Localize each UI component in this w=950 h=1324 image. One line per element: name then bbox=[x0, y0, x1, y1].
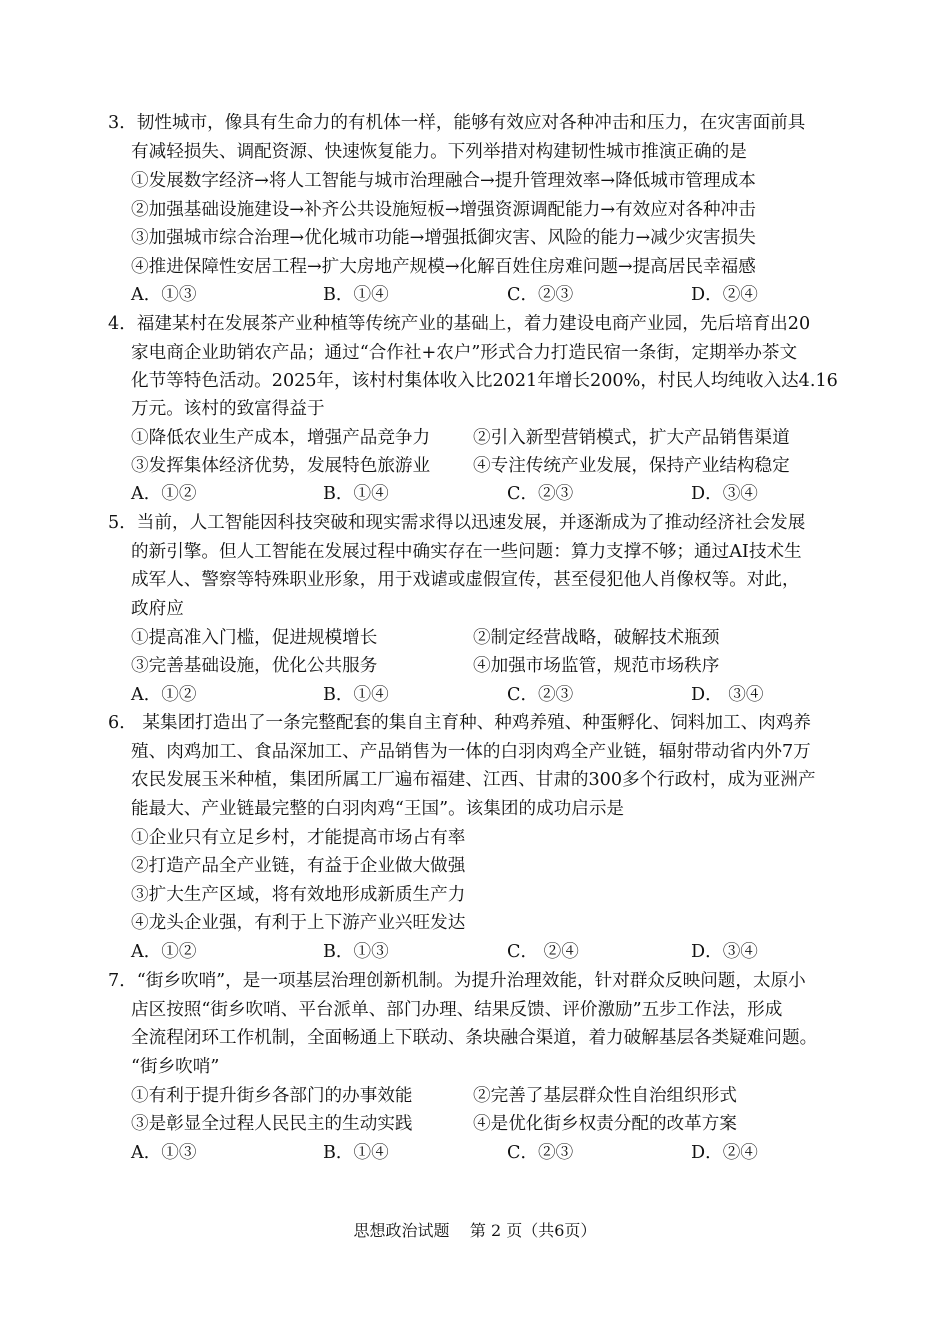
question-7-option-a: A．①③ bbox=[131, 1143, 197, 1163]
question-3-stem-line-2: 有减轻损失、调配资源、快速恢复能力。下列举措对构建韧性城市推演正确的是 bbox=[131, 142, 747, 162]
question-4-stem-line-1: 4．福建某村在发展茶产业种植等传统产业的基础上，着力建设电商产业园，先后培育出20 bbox=[108, 314, 811, 334]
question-6-statement-1: ①企业只有立足乡村，才能提高市场占有率 bbox=[131, 828, 466, 848]
question-4-option-b: B．①④ bbox=[323, 484, 389, 504]
question-3-statement-4: ④推进保障性安居工程→扩大房地产规模→化解百姓住房难问题→提高居民幸福感 bbox=[131, 257, 756, 277]
question-6-option-a: A．①② bbox=[131, 942, 197, 962]
question-4-statement-4: ④专注传统产业发展，保持产业结构稳定 bbox=[473, 456, 790, 476]
question-3-option-a: A．①③ bbox=[131, 285, 197, 305]
question-3-stem-line-1: 3．韧性城市，像具有生命力的有机体一样，能够有效应对各种冲击和压力，在灾害面前具 bbox=[108, 113, 806, 133]
question-7-statement-3: ③是彰显全过程人民民主的生动实践 bbox=[131, 1114, 413, 1134]
question-6-statement-4: ④龙头企业强，有利于上下游产业兴旺发达 bbox=[131, 913, 466, 933]
question-6-stem-line-4: 能最大、产业链最完整的白羽肉鸡“王国”。该集团的成功启示是 bbox=[131, 799, 625, 819]
question-5-stem-line-4: 政府应 bbox=[131, 599, 184, 619]
question-3-number: 3． bbox=[108, 113, 137, 133]
question-5-statement-4: ④加强市场监管，规范市场秩序 bbox=[473, 656, 720, 676]
question-5-stem-line-2: 的新引擎。但人工智能在发展过程中确实存在一些问题：算力支撑不够；通过AI技术生 bbox=[131, 542, 802, 562]
question-4-stem-line-2: 家电商企业助销农产品；通过“合作社+农户”形式合力打造民宿一条街，定期举办茶文 bbox=[131, 343, 798, 363]
question-5-statement-1: ①提高准入门槛，促进规模增长 bbox=[131, 628, 378, 648]
question-3-options bbox=[0, 283, 950, 307]
question-7-option-d: D．②④ bbox=[691, 1143, 758, 1163]
question-7-stem-line-3: 全流程闭环工作机制，全面畅通上下联动、条块融合渠道，着力破解基层各类疑难问题。 bbox=[131, 1028, 818, 1048]
question-4-option-d: D．③④ bbox=[691, 484, 758, 504]
question-7-statement-4: ④是优化街乡权责分配的改革方案 bbox=[473, 1114, 737, 1134]
question-6-option-d: D．③④ bbox=[691, 942, 758, 962]
question-4-options bbox=[0, 482, 950, 506]
question-6-options bbox=[0, 940, 950, 964]
question-3-statement-2: ②加强基础设施建设→补齐公共设施短板→增强资源调配能力→有效应对各种冲击 bbox=[131, 200, 756, 220]
question-4-number: 4． bbox=[108, 314, 137, 334]
question-7-stem-line-1: 7．“街乡吹哨”，是一项基层治理创新机制。为提升治理效能，针对群众反映问题，太原小 bbox=[108, 971, 806, 991]
question-6-statement-3: ③扩大生产区域，将有效地形成新质生产力 bbox=[131, 885, 466, 905]
question-5-stem-line-3: 成军人、警察等特殊职业形象，用于戏谑或虚假宣传，甚至侵犯他人肖像权等。对此， bbox=[131, 570, 800, 590]
question-4-statement-1: ①降低农业生产成本，增强产品竞争力 bbox=[131, 428, 431, 448]
question-6-stem-line-1: 6． 某集团打造出了一条完整配套的集自主育种、种鸡养殖、种蛋孵化、饲料加工、肉鸡养 bbox=[108, 713, 811, 733]
question-6-option-b: B．①③ bbox=[323, 942, 389, 962]
question-5-option-b: B．①④ bbox=[323, 685, 389, 705]
page-footer: 思想政治试题 第 2 页（共6页） bbox=[353, 1221, 597, 1240]
question-6-stem-line-3: 农民发展玉米种植，集团所属工厂遍布福建、江西、甘肃的300多个行政村，成为亚洲产 bbox=[131, 770, 816, 790]
question-3-statement-1: ①发展数字经济→将人工智能与城市治理融合→提升管理效率→降低城市管理成本 bbox=[131, 171, 756, 191]
question-5-options bbox=[0, 683, 950, 707]
question-3-option-b: B．①④ bbox=[323, 285, 389, 305]
question-4-option-c: C．②③ bbox=[507, 484, 574, 504]
question-4-stem-line-3: 化节等特色活动。2025年，该村村集体收入比2021年增长200%，村民人均纯收入达4.16 bbox=[131, 371, 838, 391]
question-6-option-c: C． ②④ bbox=[507, 942, 579, 962]
question-4-option-a: A．①② bbox=[131, 484, 197, 504]
question-5-statement-2: ②制定经营战略，破解技术瓶颈 bbox=[473, 628, 720, 648]
question-7-number: 7． bbox=[108, 971, 137, 991]
question-5-option-c: C．②③ bbox=[507, 685, 574, 705]
question-5-statement-3: ③完善基础设施，优化公共服务 bbox=[131, 656, 378, 676]
question-3-option-d: D．②④ bbox=[691, 285, 758, 305]
question-5-option-d: D． ③④ bbox=[691, 685, 764, 705]
question-7-options bbox=[0, 1141, 950, 1165]
question-3-statement-3: ③加强城市综合治理→优化城市功能→增强抵御灾害、风险的能力→减少灾害损失 bbox=[131, 228, 756, 248]
question-4-stem-line-4: 万元。该村的致富得益于 bbox=[131, 399, 325, 419]
question-5-number: 5． bbox=[108, 513, 137, 533]
question-6-statement-2: ②打造产品全产业链，有益于企业做大做强 bbox=[131, 856, 466, 876]
question-7-statement-2: ②完善了基层群众性自治组织形式 bbox=[473, 1086, 737, 1106]
question-7-stem-line-4: “街乡吹哨” bbox=[131, 1057, 220, 1077]
question-3-option-c: C．②③ bbox=[507, 285, 574, 305]
question-6-number: 6． bbox=[108, 713, 137, 733]
question-7-option-b: B．①④ bbox=[323, 1143, 389, 1163]
question-4-statement-3: ③发挥集体经济优势，发展特色旅游业 bbox=[131, 456, 431, 476]
question-5-stem-line-1: 5．当前，人工智能因科技突破和现实需求得以迅速发展，并逐渐成为了推动经济社会发展 bbox=[108, 513, 806, 533]
question-4-statement-2: ②引入新型营销模式，扩大产品销售渠道 bbox=[473, 428, 790, 448]
question-5-option-a: A．①② bbox=[131, 685, 197, 705]
question-7-statement-1: ①有利于提升街乡各部门的办事效能 bbox=[131, 1086, 413, 1106]
question-7-stem-line-2: 店区按照“街乡吹哨、平台派单、部门办理、结果反馈、评价激励”五步工作法，形成 bbox=[131, 1000, 783, 1020]
question-7-option-c: C．②③ bbox=[507, 1143, 574, 1163]
question-6-stem-line-2: 殖、肉鸡加工、食品深加工、产品销售为一体的白羽肉鸡全产业链，辐射带动省内外7万 bbox=[131, 742, 811, 762]
